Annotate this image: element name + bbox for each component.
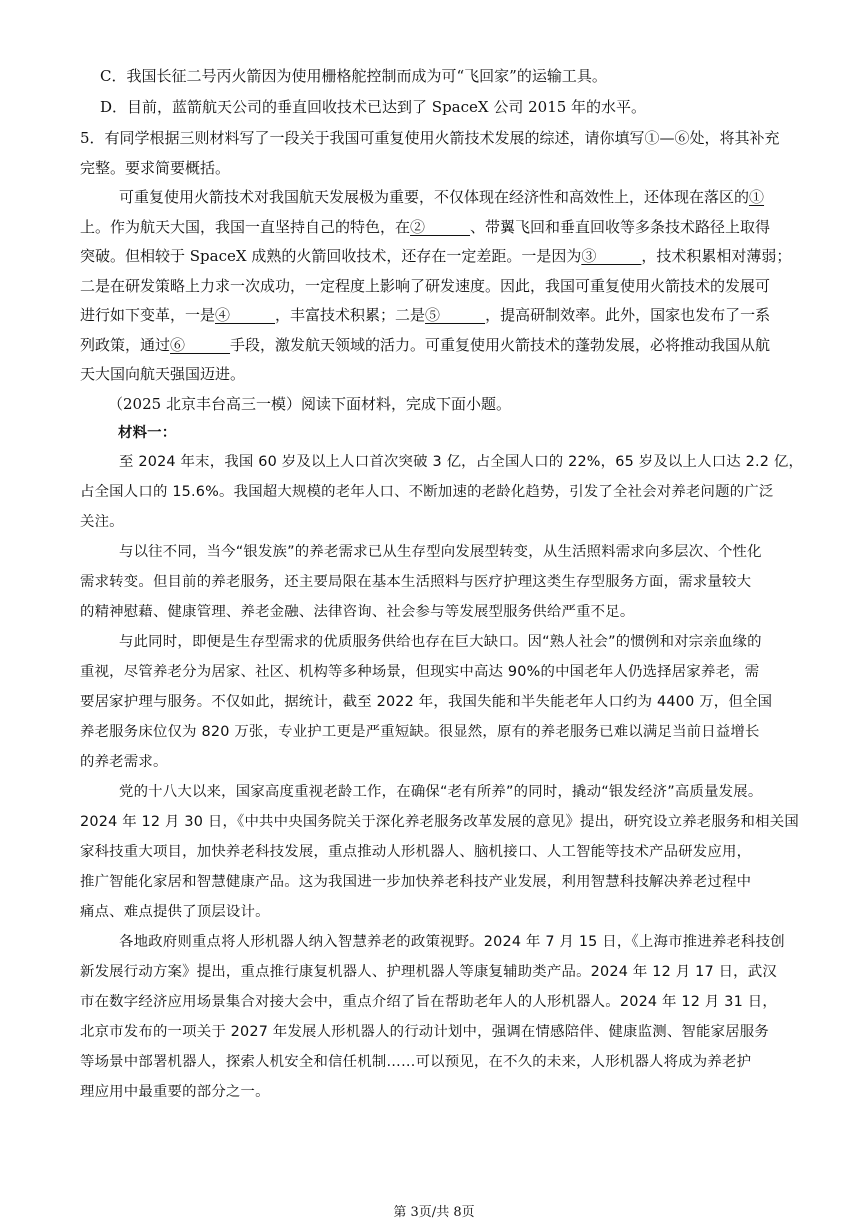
question-5-line-2: 完整。要求简要概括。 (80, 159, 231, 177)
material-p2-line-1: 与以往不同，当今“银发族”的养老需求已从生存型向发展型转变，从生活照料需求向多层次、个性化 (119, 544, 762, 560)
material-p3-line-3: 要居家护理与服务。不仅如此，据统计，截至 2022 年，我国失能和半失能老年人口约为 4400 万，但全国 (80, 694, 773, 710)
material-p4-line-2: 2024 年 12 月 30 日，《中共中央国务院关于深化养老服务改革发展的意见》提出，研究设立养老服务和相关国 (80, 814, 799, 830)
material-title: 材料一： (118, 425, 177, 441)
page-footer: 第 3页/共 8页 (393, 1205, 475, 1220)
material-p5-line-6: 理应用中最重要的部分之一。 (80, 1084, 270, 1100)
blank-6: ⑥______ (170, 336, 231, 354)
material-p3-line-1: 与此同时，即便是生存型需求的优质服务供给也存在巨大缺口。因“熟人社会”的惯例和对宗亲血缘的 (119, 634, 762, 650)
passage-line-3 (80, 246, 791, 266)
material-p4-line-3: 家科技重大项目，加快养老科技发展，重点推动人形机器人、脑机接口、人工智能等技术产品研发应用， (80, 844, 752, 860)
passage-text: 可重复使用火箭技术对我国航天发展极为重要，不仅体现在经济性和高效性上，还体现在落区的 (119, 188, 750, 206)
material-p2-line-3: 的精神慰藉、健康管理、养老金融、法律咨询、社会参与等发展型服务供给严重不足。 (80, 604, 635, 620)
material-p4-line-1: 党的十八大以来，国家高度重视老龄工作，在确保“老有所养”的同时，撬动“银发经济”高质量发展。 (119, 784, 763, 800)
passage-text: ，提高研制效率。此外，国家也发布了一系 (485, 306, 771, 324)
material-p1-line-2: 占全国人口的 15.6%。我国超大规模的老年人口、不断加速的老龄化趋势，引发了全社会对养老问题的广泛 (80, 484, 774, 500)
material-p3-line-5: 的养老需求。 (80, 754, 168, 770)
material-p3-line-4: 养老服务床位仅为 820 万张，专业护工更是严重短缺。很显然，原有的养老服务已难以满足当前日益增长 (80, 724, 760, 740)
passage-line-7: 天大国向航天强国迈进。 (80, 365, 246, 383)
question-5-line-1: 5．有同学根据三则材料写了一段关于我国可重复使用火箭技术发展的综述，请你填写①—⑥处，将其补充 (80, 129, 780, 147)
material-p2-line-2: 需求转变。但目前的养老服务，还主要局限在基本生活照料与医疗护理这类生存型服务方面，需求量较大 (80, 574, 752, 590)
passage-line-2 (80, 217, 770, 237)
material-p5-line-4: 北京市发布的一项关于 2027 年发展人形机器人的行动计划中，强调在情感陪伴、健康监测、智能家居服务 (80, 1024, 769, 1040)
blank-3: ③______ (581, 247, 642, 265)
material-p1-line-1: 至 2024 年末，我国 60 岁及以上人口首次突破 3 亿，占全国人口的 22%，65 岁及以上人口达 2.2 亿， (119, 454, 804, 470)
blank-1: ① (749, 188, 765, 206)
source-line: （2025 北京丰台高三一模）阅读下面材料，完成下面小题。 (108, 395, 511, 413)
material-p4-line-5: 痛点、难点提供了顶层设计。 (80, 904, 270, 920)
passage-text: ，丰富技术积累；二是 (275, 306, 426, 324)
material-p5-line-3: 市在数字经济应用场景集合对接大会中，重点介绍了旨在帮助老年人的人形机器人。2024 年 12 月 31 日， (80, 994, 777, 1010)
passage-line-6 (80, 335, 770, 355)
passage-text: 突破。但相较于 SpaceX 成熟的火箭回收技术，还存在一定差距。一是因为 (80, 247, 582, 265)
material-p3-line-2: 重视，尽管养老分为居家、社区、机构等多种场景，但现实中高达 90%的中国老年人仍选择居家养老，需 (80, 664, 760, 680)
material-p5-line-5: 等场景中部署机器人，探索人机安全和信任机制……可以预见，在不久的未来，人形机器人将成为养老护 (80, 1054, 752, 1070)
blank-4: ④______ (215, 306, 276, 324)
passage-text: 手段，激发航天领域的活力。可重复使用火箭技术的蓬勃发展，必将推动我国从航 (230, 336, 771, 354)
option-c: C．我国长征二号丙火箭因为使用栅格舵控制而成为可“飞回家”的运输工具。 (100, 67, 607, 85)
material-p1-line-3: 关注。 (80, 514, 124, 530)
passage-line-1 (119, 187, 764, 207)
passage-line-4: 二是在研发策略上力求一次成功，一定程度上影响了研发速度。因此，我国可重复使用火箭技术的发展可 (80, 277, 771, 295)
passage-text: 列政策，通过 (80, 336, 171, 354)
passage-text: 上。作为航天大国，我国一直坚持自己的特色，在 (80, 218, 411, 236)
blank-2: ②______ (410, 218, 471, 236)
option-d: D．目前，蓝箭航天公司的垂直回收技术已达到了 SpaceX 公司 2015 年的水平。 (100, 98, 647, 116)
blank-5: ⑤______ (425, 306, 486, 324)
passage-text: ，技术积累相对薄弱； (641, 247, 792, 265)
material-p4-line-4: 推广智能化家居和智慧健康产品。这为我国进一步加快养老科技产业发展，利用智慧科技解决养老过程中 (80, 874, 752, 890)
material-p5-line-1: 各地政府则重点将人形机器人纳入智慧养老的政策视野。2024 年 7 月 15 日，《上海市推进养老科技创 (119, 934, 785, 950)
material-p5-line-2: 新发展行动方案》提出，重点推行康复机器人、护理机器人等康复辅助类产品。2024 年 12 月 17 日，武汉 (80, 964, 777, 980)
passage-text: 、带翼飞回和垂直回收等多条技术路径上取得 (470, 218, 771, 236)
passage-text: 进行如下变革，一是 (80, 306, 216, 324)
passage-line-5 (80, 305, 770, 325)
